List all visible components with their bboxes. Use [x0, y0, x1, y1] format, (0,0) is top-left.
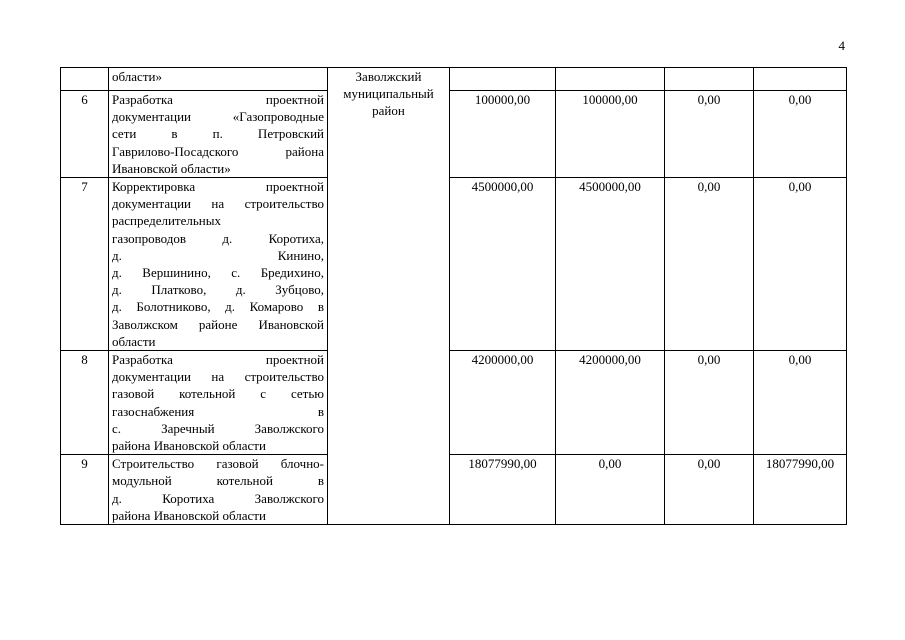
project-name-line: сети в п. Петровский — [112, 126, 324, 142]
row-number-cell: 8 — [61, 351, 109, 455]
project-name-line: документации на строительство — [112, 196, 324, 212]
row-number-cell — [61, 68, 109, 91]
amount-col3-cell: 0,00 — [665, 91, 754, 178]
project-name-line: газовой котельной с сетью — [112, 386, 324, 402]
amount-col3-cell — [665, 68, 754, 91]
amount-col4-cell: 0,00 — [754, 351, 847, 455]
project-name-line: Ивановской области» — [112, 160, 231, 176]
amount-col2-cell: 4500000,00 — [556, 178, 665, 351]
amount-col4-cell: 18077990,00 — [754, 455, 847, 525]
table-body — [61, 68, 847, 525]
project-name-line: распределительных — [112, 213, 221, 229]
project-name-line: документации на строительство — [112, 369, 324, 385]
amount-col2-cell — [556, 68, 665, 91]
project-name-cell — [109, 91, 328, 178]
municipality-cell: Заволжский муниципальный район — [328, 68, 450, 525]
project-name-line: области — [112, 333, 156, 349]
project-name-line: модульной котельной в — [112, 473, 324, 489]
amount-col2-cell: 4200000,00 — [556, 351, 665, 455]
row-number-cell: 7 — [61, 178, 109, 351]
amount-total-cell: 4500000,00 — [450, 178, 556, 351]
table-row — [61, 91, 847, 178]
amount-col3-cell: 0,00 — [665, 455, 754, 525]
project-name-line: Разработка проектной — [112, 352, 324, 368]
table-row — [61, 178, 847, 351]
amount-col3-cell: 0,00 — [665, 178, 754, 351]
budget-table — [60, 67, 847, 525]
table-row — [61, 455, 847, 525]
amount-col2-cell: 100000,00 — [556, 91, 665, 178]
table-row — [61, 351, 847, 455]
project-name-cell — [109, 351, 328, 455]
project-name-line: д. Коротиха Заволжского — [112, 490, 324, 506]
amount-col3-cell: 0,00 — [665, 351, 754, 455]
amount-total-cell: 4200000,00 — [450, 351, 556, 455]
amount-total-cell — [450, 68, 556, 91]
row-number-cell: 6 — [61, 91, 109, 178]
amount-total-cell: 100000,00 — [450, 91, 556, 178]
page-number: 4 — [838, 38, 845, 53]
project-name-line: Гаврилово-Посадского района — [112, 143, 324, 159]
project-name-line: Разработка проектной — [112, 92, 324, 107]
project-name-cell — [109, 178, 328, 351]
project-name-line: района Ивановской области — [112, 438, 266, 454]
project-name-line: д. Вершинино, с. Бредихино, — [112, 265, 324, 281]
project-name-line: области» — [112, 69, 162, 84]
project-name-line: Заволжском районе Ивановской — [112, 316, 324, 332]
project-name-line: газопроводов д. Коротиха, — [112, 230, 324, 246]
project-name-cell — [109, 455, 328, 525]
amount-col4-cell — [754, 68, 847, 91]
project-name-line: с. Заречный Заволжского — [112, 420, 324, 436]
row-number-cell: 9 — [61, 455, 109, 525]
project-name-cell — [109, 68, 328, 91]
table-row — [61, 68, 847, 91]
project-name-line: района Ивановской области — [112, 507, 266, 523]
project-name-line: д. Болотниково, д. Комарово в — [112, 299, 324, 315]
project-name-line: д. Кинино, — [112, 247, 324, 263]
project-name-line: д. Платково, д. Зубцово, — [112, 282, 324, 298]
amount-col4-cell: 0,00 — [754, 91, 847, 178]
project-name-line: Корректировка проектной — [112, 179, 324, 195]
project-name-line: газоснабжения в — [112, 403, 324, 419]
amount-col4-cell: 0,00 — [754, 178, 847, 351]
amount-total-cell: 18077990,00 — [450, 455, 556, 525]
amount-col2-cell: 0,00 — [556, 455, 665, 525]
project-name-line: Строительство газовой блочно- — [112, 456, 324, 472]
project-name-line: документации «Газопроводные — [112, 109, 324, 125]
